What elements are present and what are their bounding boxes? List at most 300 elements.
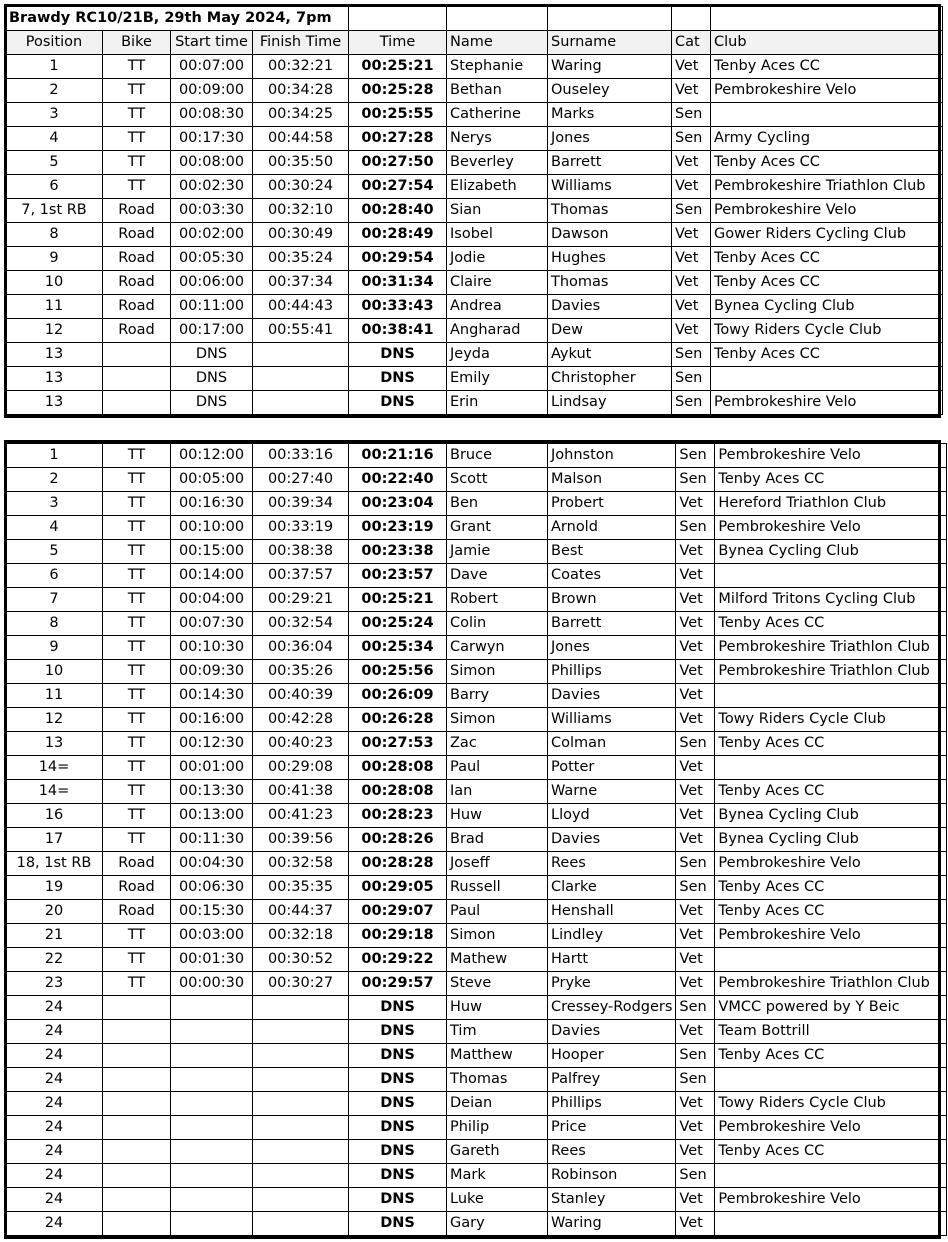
cell-category: Vet: [676, 540, 715, 564]
men-result-row: [6, 516, 947, 540]
cell-finish-time: 00:36:04: [253, 636, 349, 660]
cell-finish-time: 00:35:24: [253, 247, 349, 271]
cell-category: Sen: [672, 367, 711, 391]
cell-position: 13: [6, 732, 103, 756]
cell-finish-time: [253, 1188, 349, 1212]
cell-first-name: Claire: [447, 271, 548, 295]
cell-club: Tenby Aces CC: [711, 343, 943, 367]
cell-bike: [103, 1092, 171, 1116]
cell-surname: Cressey-Rodgers: [548, 996, 676, 1020]
cell-surname: Malson: [548, 468, 676, 492]
cell-finish-time: 00:32:18: [253, 924, 349, 948]
cell-surname: Lindsay: [548, 391, 672, 415]
cell-first-name: Stephanie: [447, 55, 548, 79]
cell-position: 6: [6, 175, 103, 199]
cell-club: Pembrokeshire Triathlon Club: [715, 660, 947, 684]
cell-first-name: Jodie: [447, 247, 548, 271]
cell-position: 21: [6, 924, 103, 948]
sheet-title: Brawdy RC10/21B, 29th May 2024, 7pm: [6, 7, 349, 31]
cell-first-name: Matthew: [447, 1044, 548, 1068]
cell-club: Pembrokeshire Velo: [715, 516, 947, 540]
cell-category: Sen: [672, 199, 711, 223]
cell-bike: TT: [103, 660, 171, 684]
cell-time: DNS: [349, 1044, 447, 1068]
cell-bike: [103, 1068, 171, 1092]
cell-first-name: Thomas: [447, 1068, 548, 1092]
cell-finish-time: 00:39:34: [253, 492, 349, 516]
cell-time: DNS: [349, 996, 447, 1020]
cell-position: 23: [6, 972, 103, 996]
cell-bike: Road: [103, 223, 171, 247]
women-result-row: [6, 79, 943, 103]
cell-surname: Thomas: [548, 271, 672, 295]
men-result-row: [6, 1188, 947, 1212]
cell-start-time: 00:07:30: [171, 612, 253, 636]
cell-time: DNS: [349, 367, 447, 391]
cell-finish-time: [253, 1116, 349, 1140]
men-result-row: [6, 876, 947, 900]
cell-position: 2: [6, 79, 103, 103]
cell-bike: Road: [103, 852, 171, 876]
cell-time: 00:25:24: [349, 612, 447, 636]
cell-category: Sen: [672, 103, 711, 127]
women-result-row: [6, 151, 943, 175]
cell-category: Sen: [676, 468, 715, 492]
cell-position: 20: [6, 900, 103, 924]
cell-first-name: Beverley: [447, 151, 548, 175]
cell-finish-time: 00:30:49: [253, 223, 349, 247]
cell-category: Sen: [676, 444, 715, 468]
cell-first-name: Paul: [447, 900, 548, 924]
cell-start-time: 00:04:00: [171, 588, 253, 612]
cell-bike: TT: [103, 732, 171, 756]
cell-time: DNS: [349, 1164, 447, 1188]
cell-first-name: Gareth: [447, 1140, 548, 1164]
cell-bike: TT: [103, 55, 171, 79]
cell-bike: TT: [103, 756, 171, 780]
cell-category: Sen: [672, 127, 711, 151]
cell-surname: Johnston: [548, 444, 676, 468]
cell-club: Pembrokeshire Velo: [711, 391, 943, 415]
cell-time: 00:22:40: [349, 468, 447, 492]
cell-time: DNS: [349, 1116, 447, 1140]
cell-position: 11: [6, 295, 103, 319]
cell-first-name: Ben: [447, 492, 548, 516]
cell-club: Tenby Aces CC: [715, 612, 947, 636]
cell-category: Vet: [676, 828, 715, 852]
cell-surname: Stanley: [548, 1188, 676, 1212]
cell-time: 00:28:40: [349, 199, 447, 223]
cell-first-name: Colin: [447, 612, 548, 636]
men-result-row: [6, 780, 947, 804]
cell-position: 17: [6, 828, 103, 852]
cell-finish-time: 00:41:23: [253, 804, 349, 828]
cell-club: Pembrokeshire Velo: [711, 199, 943, 223]
cell-start-time: [171, 1044, 253, 1068]
cell-category: Vet: [672, 271, 711, 295]
cell-club: [715, 1212, 947, 1236]
header-row: [6, 31, 943, 55]
cell-finish-time: 00:32:21: [253, 55, 349, 79]
cell-position: 9: [6, 247, 103, 271]
cell-category: Sen: [676, 876, 715, 900]
cell-position: 7: [6, 588, 103, 612]
cell-finish-time: [253, 1140, 349, 1164]
cell-category: Vet: [672, 319, 711, 343]
cell-finish-time: 00:30:52: [253, 948, 349, 972]
cell-bike: TT: [103, 588, 171, 612]
cell-surname: Davies: [548, 1020, 676, 1044]
cell-time: 00:23:57: [349, 564, 447, 588]
cell-first-name: Simon: [447, 708, 548, 732]
cell-bike: [103, 1140, 171, 1164]
cell-position: 24: [6, 1020, 103, 1044]
cell-finish-time: [253, 367, 349, 391]
cell-bike: TT: [103, 780, 171, 804]
men-result-row: [6, 1116, 947, 1140]
cell-surname: Warne: [548, 780, 676, 804]
cell-surname: Davies: [548, 295, 672, 319]
cell-finish-time: 00:44:58: [253, 127, 349, 151]
cell-surname: Brown: [548, 588, 676, 612]
cell-club: [715, 1164, 947, 1188]
men-result-row: [6, 1212, 947, 1236]
cell-category: Vet: [672, 247, 711, 271]
cell-finish-time: 00:30:27: [253, 972, 349, 996]
cell-bike: [103, 391, 171, 415]
cell-finish-time: 00:30:24: [253, 175, 349, 199]
men-result-row: [6, 1092, 947, 1116]
cell-position: 14=: [6, 780, 103, 804]
cell-position: 24: [6, 1044, 103, 1068]
cell-start-time: 00:01:30: [171, 948, 253, 972]
cell-first-name: Nerys: [447, 127, 548, 151]
cell-bike: [103, 367, 171, 391]
cell-surname: Price: [548, 1116, 676, 1140]
cell-surname: Ouseley: [548, 79, 672, 103]
men-result-row: [6, 612, 947, 636]
cell-surname: Waring: [548, 55, 672, 79]
men-result-row: [6, 972, 947, 996]
men-result-row: [6, 1140, 947, 1164]
cell-first-name: Brad: [447, 828, 548, 852]
cell-finish-time: 00:42:28: [253, 708, 349, 732]
cell-club: Tenby Aces CC: [715, 732, 947, 756]
cell-time: DNS: [349, 1140, 447, 1164]
cell-position: 2: [6, 468, 103, 492]
cell-surname: Best: [548, 540, 676, 564]
cell-surname: Davies: [548, 828, 676, 852]
cell-bike: TT: [103, 151, 171, 175]
cell-club: Pembrokeshire Velo: [711, 79, 943, 103]
cell-start-time: 00:13:00: [171, 804, 253, 828]
cell-category: Vet: [676, 924, 715, 948]
cell-finish-time: 00:33:16: [253, 444, 349, 468]
cell-club: Pembrokeshire Velo: [715, 852, 947, 876]
cell-bike: [103, 1188, 171, 1212]
cell-start-time: 00:01:00: [171, 756, 253, 780]
cell-first-name: Russell: [447, 876, 548, 900]
cell-first-name: Deian: [447, 1092, 548, 1116]
cell-club: [715, 1068, 947, 1092]
cell-position: 4: [6, 127, 103, 151]
cell-club: Milford Tritons Cycling Club: [715, 588, 947, 612]
cell-start-time: 00:04:30: [171, 852, 253, 876]
cell-category: Vet: [672, 79, 711, 103]
cell-start-time: DNS: [171, 343, 253, 367]
cell-position: 4: [6, 516, 103, 540]
men-result-row: [6, 996, 947, 1020]
cell-club: Tenby Aces CC: [715, 876, 947, 900]
cell-start-time: DNS: [171, 391, 253, 415]
cell-start-time: 00:10:30: [171, 636, 253, 660]
cell-time: DNS: [349, 1188, 447, 1212]
cell-first-name: Paul: [447, 756, 548, 780]
cell-bike: [103, 1044, 171, 1068]
cell-category: Vet: [676, 780, 715, 804]
cell-time: 00:33:43: [349, 295, 447, 319]
cell-start-time: [171, 1116, 253, 1140]
cell-first-name: Tim: [447, 1020, 548, 1044]
cell-first-name: Robert: [447, 588, 548, 612]
cell-position: 6: [6, 564, 103, 588]
cell-surname: Christopher: [548, 367, 672, 391]
cell-finish-time: 00:29:21: [253, 588, 349, 612]
cell-surname: Robinson: [548, 1164, 676, 1188]
cell-start-time: 00:16:30: [171, 492, 253, 516]
men-results-table: [5, 443, 947, 1236]
cell-bike: TT: [103, 492, 171, 516]
cell-start-time: DNS: [171, 367, 253, 391]
cell-finish-time: [253, 1020, 349, 1044]
cell-surname: Marks: [548, 103, 672, 127]
cell-start-time: 00:02:30: [171, 175, 253, 199]
cell-time: 00:29:07: [349, 900, 447, 924]
cell-position: 10: [6, 660, 103, 684]
women-results-table: [5, 6, 943, 415]
cell-first-name: Steve: [447, 972, 548, 996]
cell-bike: Road: [103, 319, 171, 343]
cell-club: Tenby Aces CC: [715, 900, 947, 924]
cell-finish-time: 00:33:19: [253, 516, 349, 540]
men-result-row: [6, 948, 947, 972]
cell-surname: Colman: [548, 732, 676, 756]
cell-start-time: 00:12:00: [171, 444, 253, 468]
cell-category: Vet: [676, 612, 715, 636]
cell-category: Vet: [676, 804, 715, 828]
cell-bike: TT: [103, 684, 171, 708]
cell-finish-time: 00:44:43: [253, 295, 349, 319]
cell-position: 5: [6, 540, 103, 564]
cell-bike: [103, 1116, 171, 1140]
cell-finish-time: 00:40:39: [253, 684, 349, 708]
cell-start-time: [171, 1092, 253, 1116]
cell-category: Vet: [672, 175, 711, 199]
cell-surname: Waring: [548, 1212, 676, 1236]
cell-club: Gower Riders Cycling Club: [711, 223, 943, 247]
cell-finish-time: [253, 391, 349, 415]
cell-start-time: 00:07:00: [171, 55, 253, 79]
men-result-row: [6, 636, 947, 660]
cell-bike: TT: [103, 175, 171, 199]
cell-category: Vet: [676, 1020, 715, 1044]
cell-first-name: Simon: [447, 924, 548, 948]
cell-club: Bynea Cycling Club: [715, 540, 947, 564]
cell-start-time: [171, 1068, 253, 1092]
cell-time: 00:25:28: [349, 79, 447, 103]
cell-bike: TT: [103, 103, 171, 127]
cell-first-name: Catherine: [447, 103, 548, 127]
cell-category: Vet: [676, 564, 715, 588]
women-result-row: [6, 127, 943, 151]
cell-bike: [103, 1212, 171, 1236]
men-result-row: [6, 1164, 947, 1188]
cell-finish-time: 00:44:37: [253, 900, 349, 924]
cell-start-time: 00:03:00: [171, 924, 253, 948]
cell-time: DNS: [349, 1068, 447, 1092]
cell-surname: Phillips: [548, 660, 676, 684]
cell-bike: Road: [103, 900, 171, 924]
cell-position: 3: [6, 103, 103, 127]
cell-club: Tenby Aces CC: [715, 780, 947, 804]
cell-time: 00:27:53: [349, 732, 447, 756]
men-result-row: [6, 1044, 947, 1068]
cell-finish-time: 00:39:56: [253, 828, 349, 852]
cell-surname: Henshall: [548, 900, 676, 924]
cell-first-name: Elizabeth: [447, 175, 548, 199]
cell-finish-time: 00:27:40: [253, 468, 349, 492]
cell-time: 00:38:41: [349, 319, 447, 343]
cell-start-time: 00:09:00: [171, 79, 253, 103]
cell-club: Tenby Aces CC: [715, 1044, 947, 1068]
cell-position: 24: [6, 996, 103, 1020]
men-result-row: [6, 756, 947, 780]
men-result-row: [6, 732, 947, 756]
women-result-row: [6, 319, 943, 343]
cell-start-time: 00:14:30: [171, 684, 253, 708]
cell-club: Tenby Aces CC: [711, 55, 943, 79]
cell-surname: Thomas: [548, 199, 672, 223]
men-result-row: [6, 492, 947, 516]
cell-bike: TT: [103, 612, 171, 636]
cell-start-time: 00:08:00: [171, 151, 253, 175]
cell-finish-time: [253, 1164, 349, 1188]
cell-surname: Williams: [548, 175, 672, 199]
cell-bike: [103, 343, 171, 367]
cell-bike: TT: [103, 444, 171, 468]
cell-start-time: 00:15:00: [171, 540, 253, 564]
cell-surname: Barrett: [548, 612, 676, 636]
cell-bike: TT: [103, 564, 171, 588]
cell-time: DNS: [349, 1092, 447, 1116]
cell-surname: Potter: [548, 756, 676, 780]
cell-position: 11: [6, 684, 103, 708]
cell-finish-time: 00:37:34: [253, 271, 349, 295]
cell-club: Pembrokeshire Velo: [715, 444, 947, 468]
men-result-row: [6, 852, 947, 876]
header-start-time: Start time: [171, 31, 253, 55]
cell-first-name: Carwyn: [447, 636, 548, 660]
cell-position: 12: [6, 708, 103, 732]
cell-position: 12: [6, 319, 103, 343]
cell-club: VMCC powered by Y Beic: [715, 996, 947, 1020]
cell-club: Hereford Triathlon Club: [715, 492, 947, 516]
cell-position: 24: [6, 1188, 103, 1212]
cell-position: 16: [6, 804, 103, 828]
cell-position: 19: [6, 876, 103, 900]
cell-surname: Coates: [548, 564, 676, 588]
men-result-row: [6, 900, 947, 924]
cell-bike: TT: [103, 828, 171, 852]
cell-category: Sen: [676, 996, 715, 1020]
cell-surname: Palfrey: [548, 1068, 676, 1092]
cell-category: Vet: [676, 972, 715, 996]
cell-finish-time: [253, 996, 349, 1020]
cell-first-name: Isobel: [447, 223, 548, 247]
cell-finish-time: 00:38:38: [253, 540, 349, 564]
cell-surname: Pryke: [548, 972, 676, 996]
men-result-row: [6, 684, 947, 708]
men-result-row: [6, 444, 947, 468]
cell-start-time: 00:02:00: [171, 223, 253, 247]
cell-start-time: 00:10:00: [171, 516, 253, 540]
cell-surname: Lindley: [548, 924, 676, 948]
cell-surname: Aykut: [548, 343, 672, 367]
cell-club: Towy Riders Cycle Club: [715, 1092, 947, 1116]
cell-finish-time: 00:41:38: [253, 780, 349, 804]
men-result-row: [6, 540, 947, 564]
header-position: Position: [6, 31, 103, 55]
cell-position: 5: [6, 151, 103, 175]
cell-category: Vet: [676, 1116, 715, 1140]
cell-start-time: [171, 1212, 253, 1236]
cell-start-time: [171, 1188, 253, 1212]
women-result-row: [6, 271, 943, 295]
cell-first-name: Jamie: [447, 540, 548, 564]
cell-surname: Dawson: [548, 223, 672, 247]
cell-time: 00:21:16: [349, 444, 447, 468]
cell-category: Sen: [676, 1044, 715, 1068]
cell-finish-time: [253, 1212, 349, 1236]
cell-first-name: Joseff: [447, 852, 548, 876]
cell-time: 00:26:28: [349, 708, 447, 732]
cell-category: Vet: [676, 684, 715, 708]
women-result-row: [6, 55, 943, 79]
cell-first-name: Simon: [447, 660, 548, 684]
cell-surname: Dew: [548, 319, 672, 343]
men-result-row: [6, 924, 947, 948]
cell-surname: Hughes: [548, 247, 672, 271]
men-result-row: [6, 1068, 947, 1092]
cell-time: 00:26:09: [349, 684, 447, 708]
cell-first-name: Angharad: [447, 319, 548, 343]
cell-finish-time: 00:35:50: [253, 151, 349, 175]
cell-first-name: Luke: [447, 1188, 548, 1212]
cell-start-time: 00:06:30: [171, 876, 253, 900]
cell-start-time: 00:09:30: [171, 660, 253, 684]
cell-club: [711, 367, 943, 391]
header-cat: Cat: [672, 31, 711, 55]
cell-start-time: 00:12:30: [171, 732, 253, 756]
cell-finish-time: 00:32:58: [253, 852, 349, 876]
cell-position: 1: [6, 444, 103, 468]
men-result-row: [6, 468, 947, 492]
cell-finish-time: 00:37:57: [253, 564, 349, 588]
women-result-row: [6, 175, 943, 199]
cell-surname: Phillips: [548, 1092, 676, 1116]
cell-first-name: Gary: [447, 1212, 548, 1236]
title-row: [6, 7, 943, 31]
